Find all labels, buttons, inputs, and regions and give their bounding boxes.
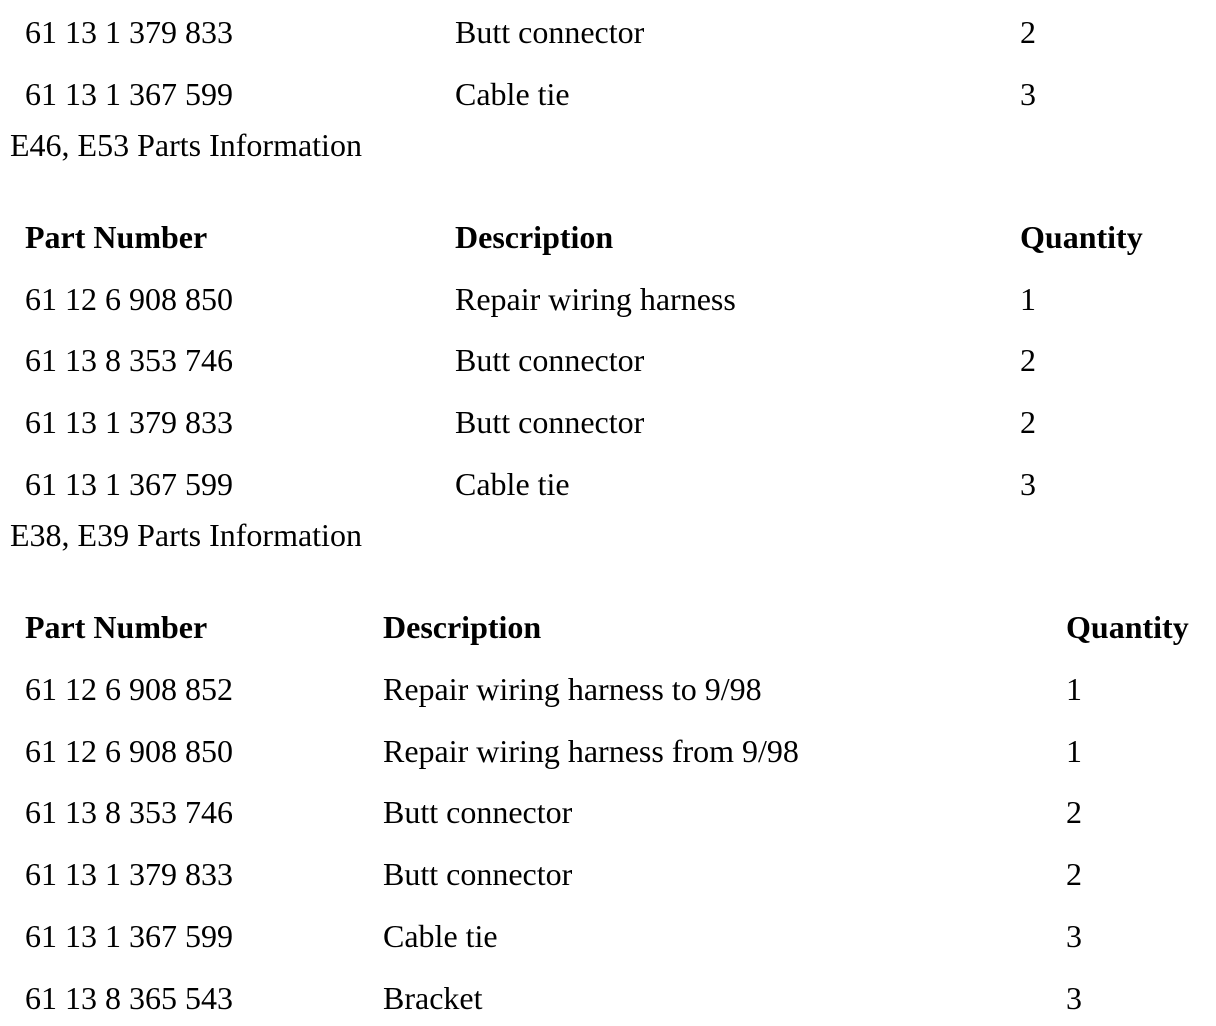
header-description: Description bbox=[455, 219, 614, 255]
part-number-cell: 61 12 6 908 850 bbox=[25, 281, 233, 317]
quantity-cell: 3 bbox=[1066, 980, 1082, 1016]
quantity-cell: 2 bbox=[1020, 342, 1036, 378]
quantity-cell: 2 bbox=[1066, 856, 1082, 892]
header-part-number: Part Number bbox=[25, 609, 208, 645]
part-number-cell: 61 12 6 908 850 bbox=[25, 733, 233, 769]
description-cell: Cable tie bbox=[455, 466, 570, 502]
quantity-cell: 1 bbox=[1066, 733, 1082, 769]
description-cell: Butt connector bbox=[455, 342, 645, 378]
part-number-cell: 61 13 8 365 543 bbox=[25, 980, 233, 1016]
description-cell: Repair wiring harness from 9/98 bbox=[383, 733, 799, 769]
header-part-number: Part Number bbox=[25, 219, 208, 255]
section-title-e38-e39: E38, E39 Parts Information bbox=[10, 517, 362, 553]
description-cell: Butt connector bbox=[455, 404, 645, 440]
part-number-cell: 61 13 1 367 599 bbox=[25, 76, 233, 112]
description-cell: Repair wiring harness bbox=[455, 281, 736, 317]
description-cell: Cable tie bbox=[455, 76, 570, 112]
description-cell: Butt connector bbox=[455, 14, 645, 50]
description-cell: Butt connector bbox=[383, 856, 573, 892]
quantity-cell: 1 bbox=[1066, 671, 1082, 707]
header-quantity: Quantity bbox=[1020, 219, 1143, 255]
quantity-cell: 3 bbox=[1066, 918, 1082, 954]
description-cell: Cable tie bbox=[383, 918, 498, 954]
part-number-cell: 61 13 1 367 599 bbox=[25, 466, 233, 502]
quantity-cell: 1 bbox=[1020, 281, 1036, 317]
part-number-cell: 61 13 1 367 599 bbox=[25, 918, 233, 954]
quantity-cell: 3 bbox=[1020, 76, 1036, 112]
description-cell: Bracket bbox=[383, 980, 483, 1016]
quantity-cell: 3 bbox=[1020, 466, 1036, 502]
header-description: Description bbox=[383, 609, 542, 645]
description-cell: Repair wiring harness to 9/98 bbox=[383, 671, 762, 707]
quantity-cell: 2 bbox=[1020, 404, 1036, 440]
part-number-cell: 61 13 8 353 746 bbox=[25, 794, 233, 830]
header-quantity: Quantity bbox=[1066, 609, 1189, 645]
part-number-cell: 61 13 1 379 833 bbox=[25, 14, 233, 50]
quantity-cell: 2 bbox=[1066, 794, 1082, 830]
quantity-cell: 2 bbox=[1020, 14, 1036, 50]
description-cell: Butt connector bbox=[383, 794, 573, 830]
part-number-cell: 61 12 6 908 852 bbox=[25, 671, 233, 707]
part-number-cell: 61 13 8 353 746 bbox=[25, 342, 233, 378]
part-number-cell: 61 13 1 379 833 bbox=[25, 856, 233, 892]
section-title-e46-e53: E46, E53 Parts Information bbox=[10, 127, 362, 163]
part-number-cell: 61 13 1 379 833 bbox=[25, 404, 233, 440]
